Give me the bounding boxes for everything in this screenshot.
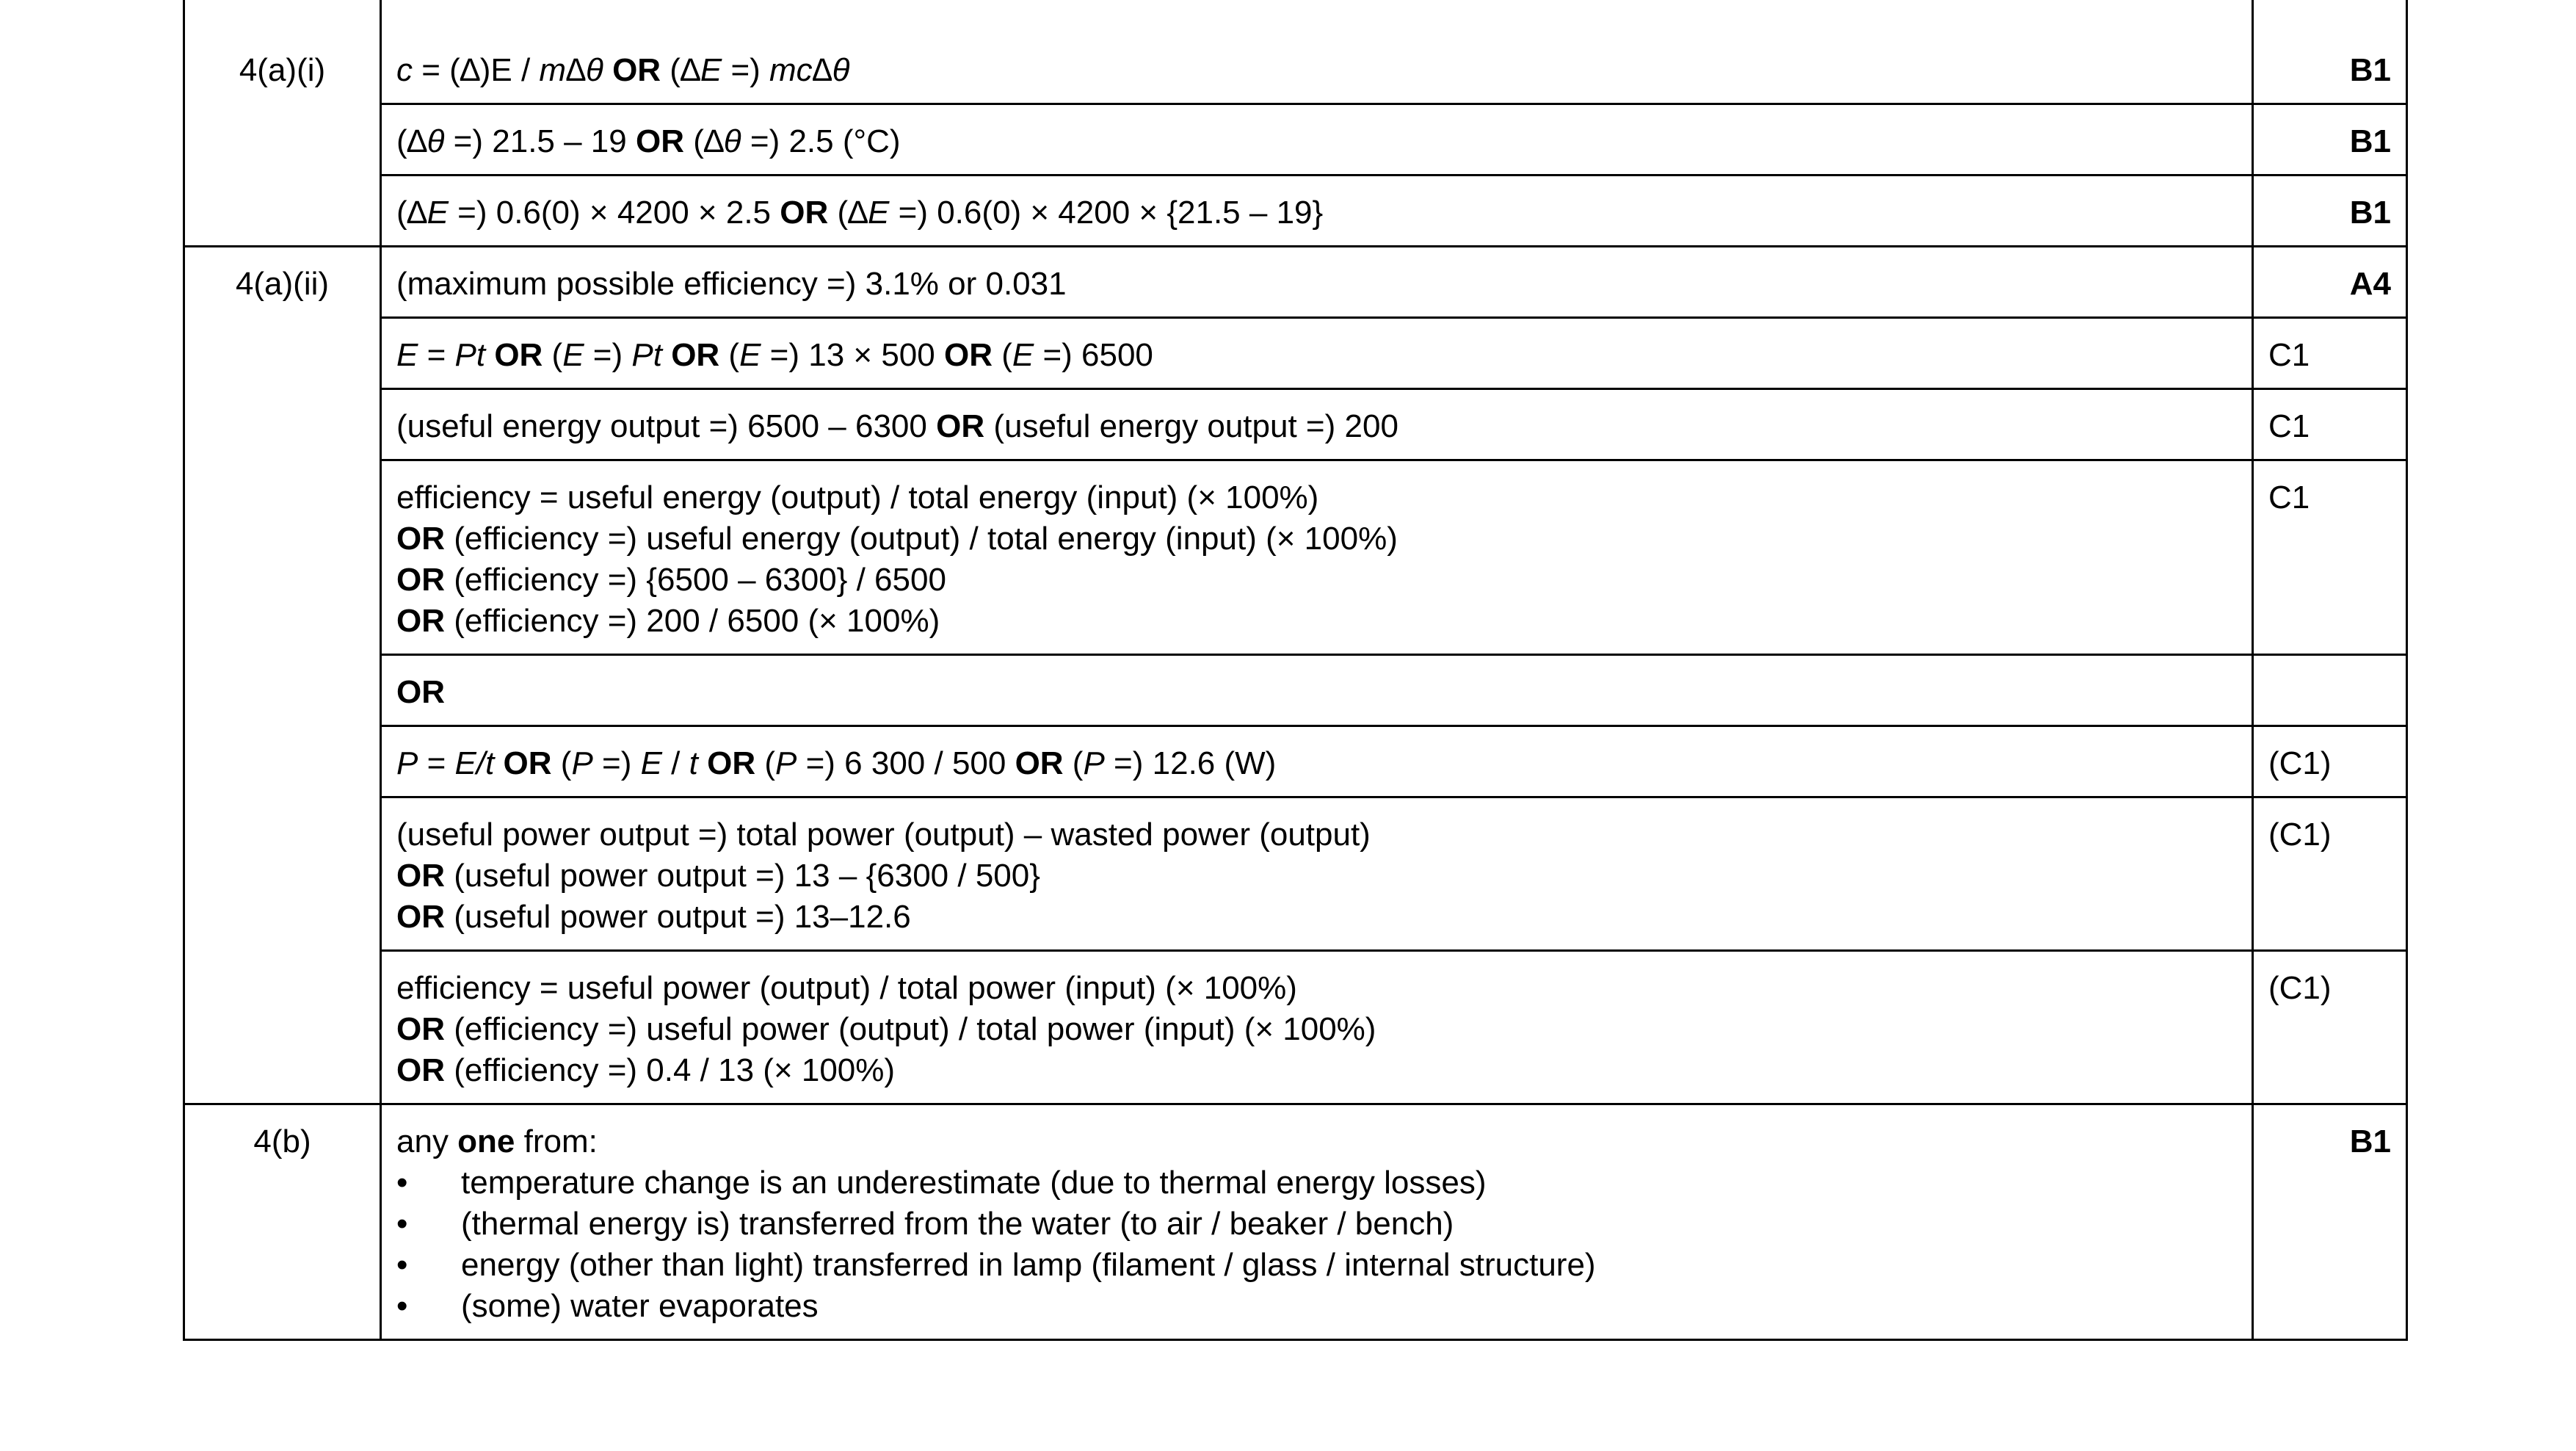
point-text: temperature change is an underestimate (due to thermal energy losses) — [461, 1165, 1487, 1201]
answer-cell — [381, 460, 2253, 655]
answer-cell — [381, 1104, 2253, 1340]
answer-line: OR (efficiency =) useful power (output) / total power (input) (× 100%) — [396, 1011, 1376, 1047]
answer-line: c = (∆)E / m∆θ OR (∆E =) mc∆θ — [396, 52, 850, 88]
answer-line: OR (efficiency =) 200 / 6500 (× 100%) — [396, 603, 940, 639]
answer-line: efficiency = useful energy (output) / total energy (input) (× 100%) — [396, 480, 1319, 515]
table-row — [184, 655, 2407, 726]
question-number: 4(a)(i) — [184, 0, 381, 247]
table-row — [184, 951, 2407, 1104]
answer-cell — [381, 0, 2253, 104]
answer-cell — [381, 247, 2253, 318]
answer-line: OR (useful power output =) 13–12.6 — [396, 899, 911, 935]
mark-cell: C1 — [2253, 460, 2407, 655]
bullet-icon: • — [396, 1165, 408, 1201]
table-row — [184, 247, 2407, 318]
answer-cell — [381, 726, 2253, 797]
mark-scheme-table — [183, 0, 2408, 1341]
list-item — [396, 1286, 2237, 1327]
answer-line: E = Pt OR (E =) Pt OR (E =) 13 × 500 OR (E =) 6500 — [396, 337, 1153, 373]
answer-cell — [381, 389, 2253, 460]
mark-cell: (C1) — [2253, 726, 2407, 797]
table-row — [184, 0, 2407, 104]
answer-line: OR (efficiency =) useful energy (output) / total energy (input) (× 100%) — [396, 521, 1398, 557]
mark-cell: B1 — [2253, 176, 2407, 247]
answer-line: OR — [396, 674, 445, 710]
answer-intro: any one from: — [396, 1123, 598, 1159]
table-row — [184, 104, 2407, 176]
answer-points-list — [396, 1162, 2237, 1327]
mark-cell: C1 — [2253, 389, 2407, 460]
mark-cell: C1 — [2253, 318, 2407, 389]
bullet-icon: • — [396, 1288, 408, 1324]
point-text: energy (other than light) transferred in lamp (filament / glass / internal structure) — [461, 1247, 1596, 1283]
point-text: (thermal energy is) transferred from the water (to air / beaker / bench) — [461, 1206, 1454, 1242]
answer-line: (useful power output =) total power (output) – wasted power (output) — [396, 817, 1371, 853]
answer-line: OR (efficiency =) {6500 – 6300} / 6500 — [396, 562, 946, 598]
answer-cell — [381, 104, 2253, 176]
answer-line: OR (useful power output =) 13 – {6300 / 500} — [396, 858, 1040, 894]
table-row — [184, 726, 2407, 797]
table-row — [184, 176, 2407, 247]
list-item — [396, 1245, 2237, 1286]
question-number: 4(b) — [184, 1104, 381, 1340]
table-row — [184, 389, 2407, 460]
answer-cell — [381, 655, 2253, 726]
mark-cell: B1 — [2253, 0, 2407, 104]
answer-line: (∆E =) 0.6(0) × 4200 × 2.5 OR (∆E =) 0.6(0) × 4200 × {21.5 – 19} — [396, 195, 1324, 231]
answer-line: (useful energy output =) 6500 – 6300 OR (useful energy output =) 200 — [396, 408, 1398, 444]
question-number: 4(a)(ii) — [184, 247, 381, 1104]
answer-line: P = E/t OR (P =) E / t OR (P =) 6 300 / 500 OR (P =) 12.6 (W) — [396, 745, 1277, 781]
answer-cell — [381, 318, 2253, 389]
table-row — [184, 797, 2407, 951]
answer-line: (maximum possible efficiency =) 3.1% or 0.031 — [396, 266, 1067, 302]
answer-line: (∆θ =) 21.5 – 19 OR (∆θ =) 2.5 (°C) — [396, 123, 901, 159]
mark-cell: (C1) — [2253, 797, 2407, 951]
mark-cell — [2253, 655, 2407, 726]
answer-line: efficiency = useful power (output) / total power (input) (× 100%) — [396, 970, 1297, 1006]
table-row — [184, 318, 2407, 389]
mark-cell: (C1) — [2253, 951, 2407, 1104]
list-item — [396, 1162, 2237, 1204]
point-text: (some) water evaporates — [461, 1288, 819, 1324]
answer-cell — [381, 951, 2253, 1104]
bullet-icon: • — [396, 1247, 408, 1283]
answer-cell — [381, 176, 2253, 247]
table-row — [184, 1104, 2407, 1340]
mark-cell: B1 — [2253, 1104, 2407, 1340]
table-row — [184, 460, 2407, 655]
bullet-icon: • — [396, 1206, 408, 1242]
mark-cell: B1 — [2253, 104, 2407, 176]
answer-line: OR (efficiency =) 0.4 / 13 (× 100%) — [396, 1052, 896, 1088]
answer-cell — [381, 797, 2253, 951]
mark-cell: A4 — [2253, 247, 2407, 318]
list-item — [396, 1204, 2237, 1245]
